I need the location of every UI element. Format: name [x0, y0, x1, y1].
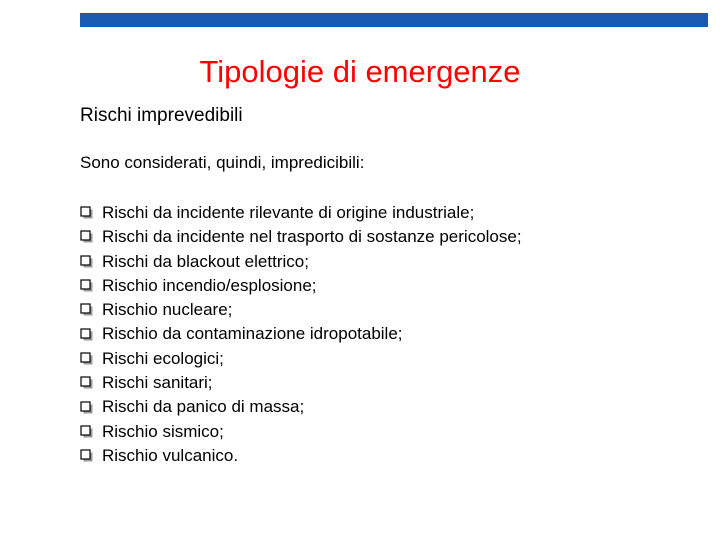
list-item — [80, 250, 522, 274]
list-item-text: Rischio incendio/esplosione; — [102, 275, 317, 295]
shadow-square-bullet-icon — [80, 401, 102, 415]
list-item-text: Rischi da blackout elettrico; — [102, 251, 309, 271]
shadow-square-bullet-icon — [80, 279, 102, 293]
list-item — [80, 371, 522, 395]
shadow-square-bullet-icon — [80, 376, 102, 390]
list-item — [80, 322, 522, 346]
list-item — [80, 298, 522, 322]
top-accent-bar — [80, 13, 708, 27]
shadow-square-bullet-icon — [80, 230, 102, 244]
list-item-text: Rischi sanitari; — [102, 373, 213, 393]
shadow-square-bullet-icon — [80, 425, 102, 439]
slide-title: Tipologie di emergenze — [199, 54, 521, 89]
list-item-text: Rischi da incidente rilevante di origine industriale; — [102, 203, 475, 222]
shadow-square-bullet-icon — [80, 328, 102, 342]
slide-subtitle: Rischi imprevedibili — [80, 105, 243, 126]
list-item-text: Rischio sismico; — [102, 421, 224, 441]
list-item — [80, 274, 522, 298]
list-item — [80, 420, 522, 444]
list-item-text: Rischio vulcanico. — [102, 445, 239, 465]
list-item-text: Rischio nucleare; — [102, 300, 233, 320]
list-item-text: Rischi ecologici; — [102, 348, 224, 368]
list-item — [80, 444, 522, 468]
list-item — [80, 225, 522, 249]
list-item — [80, 395, 522, 419]
list-item — [80, 201, 522, 225]
shadow-square-bullet-icon — [80, 352, 102, 366]
list-item-text: Rischio da contaminazione idropotabile; — [102, 324, 403, 344]
list-item-text: Rischi da panico di massa; — [102, 397, 305, 417]
intro-text: Sono considerati, quindi, impredicibili: — [80, 153, 365, 172]
shadow-square-bullet-icon — [80, 255, 102, 269]
shadow-square-bullet-icon — [80, 449, 102, 463]
risk-list — [80, 201, 522, 468]
list-item-text: Rischi da incidente nel trasporto di sostanze pericolose; — [102, 227, 522, 247]
shadow-square-bullet-icon — [80, 303, 102, 317]
list-item — [80, 347, 522, 371]
shadow-square-bullet-icon — [80, 206, 102, 220]
